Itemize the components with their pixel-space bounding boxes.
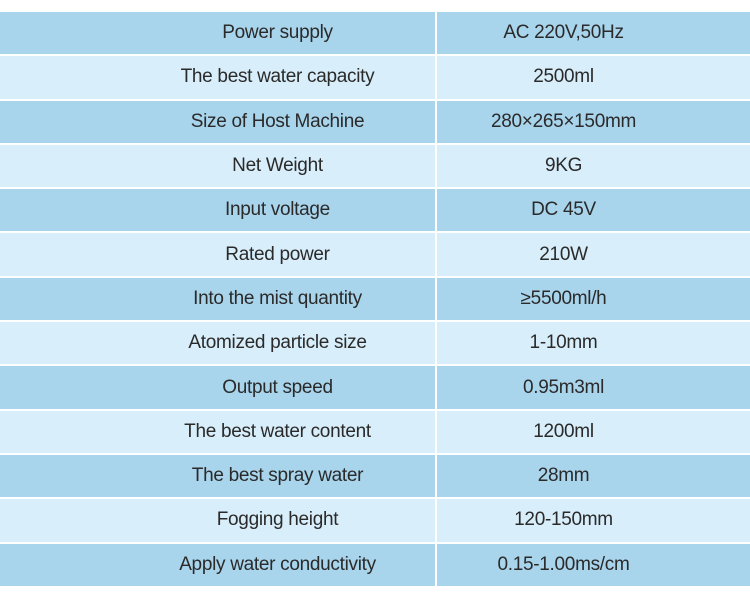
- spec-value: ≥5500ml/h: [520, 287, 607, 309]
- spec-label: Fogging height: [0, 499, 437, 541]
- spec-row-rated-power: [0, 233, 750, 277]
- spec-row-power-supply: [0, 12, 750, 56]
- spec-value: 2500ml: [533, 66, 594, 88]
- spec-label: The best water content: [0, 411, 437, 453]
- spec-row-spray-water: [0, 455, 750, 499]
- spec-label: Power supply: [0, 12, 437, 54]
- spec-row-water-conductivity: [0, 544, 750, 588]
- spec-label: Input voltage: [0, 189, 437, 231]
- spec-value: 0.95m3ml: [522, 376, 605, 398]
- spec-value: 9KG: [544, 155, 583, 177]
- spec-value: 28mm: [537, 465, 590, 487]
- spec-row-input-voltage: [0, 189, 750, 233]
- spec-value: AC 220V,50Hz: [503, 22, 624, 44]
- spec-value: 1200ml: [533, 420, 594, 442]
- spec-label: The best water capacity: [0, 56, 437, 98]
- spec-label: Into the mist quantity: [0, 278, 437, 320]
- spec-label: Net Weight: [0, 145, 437, 187]
- spec-value: 0.15-1.00ms/cm: [497, 553, 630, 575]
- spec-label: Apply water conductivity: [0, 544, 437, 586]
- spec-row-fogging-height: [0, 499, 750, 543]
- spec-label: Output speed: [0, 366, 437, 408]
- spec-value: 280×265×150mm: [490, 110, 637, 132]
- spec-row-water-content: [0, 411, 750, 455]
- spec-row-net-weight: [0, 145, 750, 189]
- spec-row-particle-size: [0, 322, 750, 366]
- spec-row-water-capacity: [0, 56, 750, 100]
- spec-value: 120-150mm: [514, 509, 613, 531]
- spec-row-output-speed: [0, 366, 750, 410]
- spec-row-host-size: [0, 101, 750, 145]
- spec-row-mist-quantity: [0, 278, 750, 322]
- spec-label: Atomized particle size: [0, 322, 437, 364]
- spec-label: Size of Host Machine: [0, 101, 437, 143]
- spec-value: 210W: [539, 243, 588, 265]
- spec-table: [0, 11, 750, 588]
- spec-value: 1-10mm: [529, 332, 598, 354]
- spec-label: The best spray water: [0, 455, 437, 497]
- spec-label: Rated power: [0, 233, 437, 275]
- spec-value: DC 45V: [531, 199, 596, 221]
